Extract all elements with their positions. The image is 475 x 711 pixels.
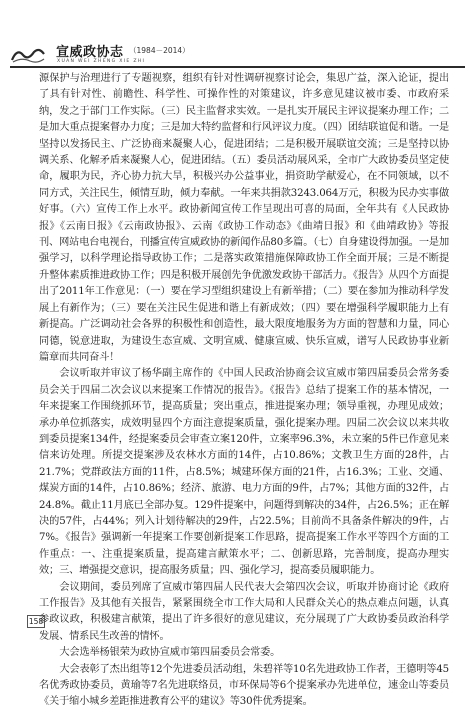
book-years: （1984－2014） (129, 46, 190, 55)
book-title: 宣威政协志 (56, 45, 124, 60)
body-text (39, 71, 449, 711)
paragraph-commendation: 大会表彰了杰出组等12个先进委员活动组，朱碧祥等10名先进政协工作者，王德明等45名优秀政协委员，黄瑜等7名先进联络员，市环保局等6个提案承办先进单位，速金山等委员《关于缩小城乡差距推进教育公平的建议》等30件优秀提案。 (39, 663, 449, 708)
book-title-logo-icon (10, 46, 46, 64)
page-number: 158 (28, 617, 44, 626)
paragraph-continuation: 源保护与治理进行了专题视察，组织有针对性调研视察讨论会，集思广益，深入论证，提出了具有针对性、前瞻性、科学性、可操作性的对策建议，许多意见建议被市委、市政府采纳，发之于部门工作实际。（三）民主监督求实效。一是扎实开展民主评议提案办理工作；二是加大重点提案督办力度；三是加大特约监督和行风评议力度。（四）团结联谊促和谐。一是坚持以发扬民主、广泛协商来凝聚人心，促进团结；二是积极开展联谊交流；三是坚持以协调关系、化解矛盾来凝聚人心，促进团结。（五）委员活动展风采，全市广大政协委员坚定使命，履职为民，齐心协力抗大旱，积极兴办公益事业，捐资助学献爱心，在不同领域，以不同方式，关注民生，倾情互助，倾力奉献。一年来共捐款3243.064万元，积极为民办实事做好事。（六）宣传工作上水平。政协新闻宣传工作呈现出可喜的局面，全年共有《人民政协报》《云南日报》《云南政协报》、云南《政协工作动态》《曲靖日报》和《曲靖政协》等报刊、网站电台电视台，刊播宣传宣威政协的新闻作品80多篇。（七）自身建设得加强。一是加强学习，以科学理论指导政协工作；二是落实政策措施保障政协工作全面开展；三是不断提升整体素质推进政协工作；四是积极开展创先争优激发政协干部活力。《报告》从四个方面提出了2011年工作意见：（一）要在学习型组织建设上有新举措；（二）要在参加为推动科学发展上有新作为；（三）要在关注民生促进和谐上有新成效；（四）要在增强科学履职能力上有新提高。广泛调动社会各界的积极性和创造性，最大限度地服务为方面的智慧和力量，同心同德，锐意进取，为建设生态宣威、文明宣威、健康宣威、快乐宣威，谱写人民政协事业新篇章而共同奋斗！ (39, 73, 449, 363)
page-header (0, 0, 475, 68)
paragraph-attendance: 会议期间，委员列席了宣威市第四届人民代表大会第四次会议，听取并协商讨论《政府工作报告》及其他有关报告，紧紧围绕全市工作大局和人民群众关心的热点难点问题，认真参政议政，积极建言献策，提出了许多很好的意见建议，充分展现了广大政协委员政治科学发展、情系民生改善的情怀。 (39, 581, 449, 642)
header-divider (10, 66, 465, 68)
paragraph-election: 大会选举杨银荣为政协宣威市第四届委员会常委。 (59, 647, 281, 659)
book-title-pinyin: XUAN WEI ZHENG XIE ZHI (57, 59, 146, 64)
paragraph-proposal-report: 会议听取并审议了杨华副主席作的《中国人民政治协商会议宣威市第四届委员会常务委员会关于四届二次会议以来提案工作情况的报告》。《报告》总结了提案工作的基本情况，一年来提案工作围绕抓环节，提高质量；突出重点，推进提案办理；领导重视，办理见成效；承办单位抓落实，成效明显四个方面注意提案质量，强化提案办理。四届二次会议以来共收到委员提案134件，经提案委员会审查立案120件，立案率96.3%，未立案的5件已作意见来信来访处理。所提交提案涉及农林水方面的14件，占10.86%；文教卫生方面的28件，占21.7%；党群政法方面的11件，占8.5%；城建环保方面的21件，占16.3%；工业、交通、煤炭方面的14件，占10.86%；经济、旅游、电力方面的9件，占7%；其他方面的32件，占24.8%。截止11月底已全部办复。129件提案中，问题得到解决的34件，占26.5%；正在解决的57件，占44%；列入计划待解决的29件，占22.5%；目前尚不具备条件解决的9件，占7%。《报告》强调新一年提案工作要创新提案工作思路，提高提案工作水平等四个方面的工作重点：一、注重提案质量，提高建言献策水平；二、创新思路，完善制度，提高办理实效；三、增强提交意识，提高服务质量；四、强化学习，提高委员履职能力。 (39, 368, 449, 577)
